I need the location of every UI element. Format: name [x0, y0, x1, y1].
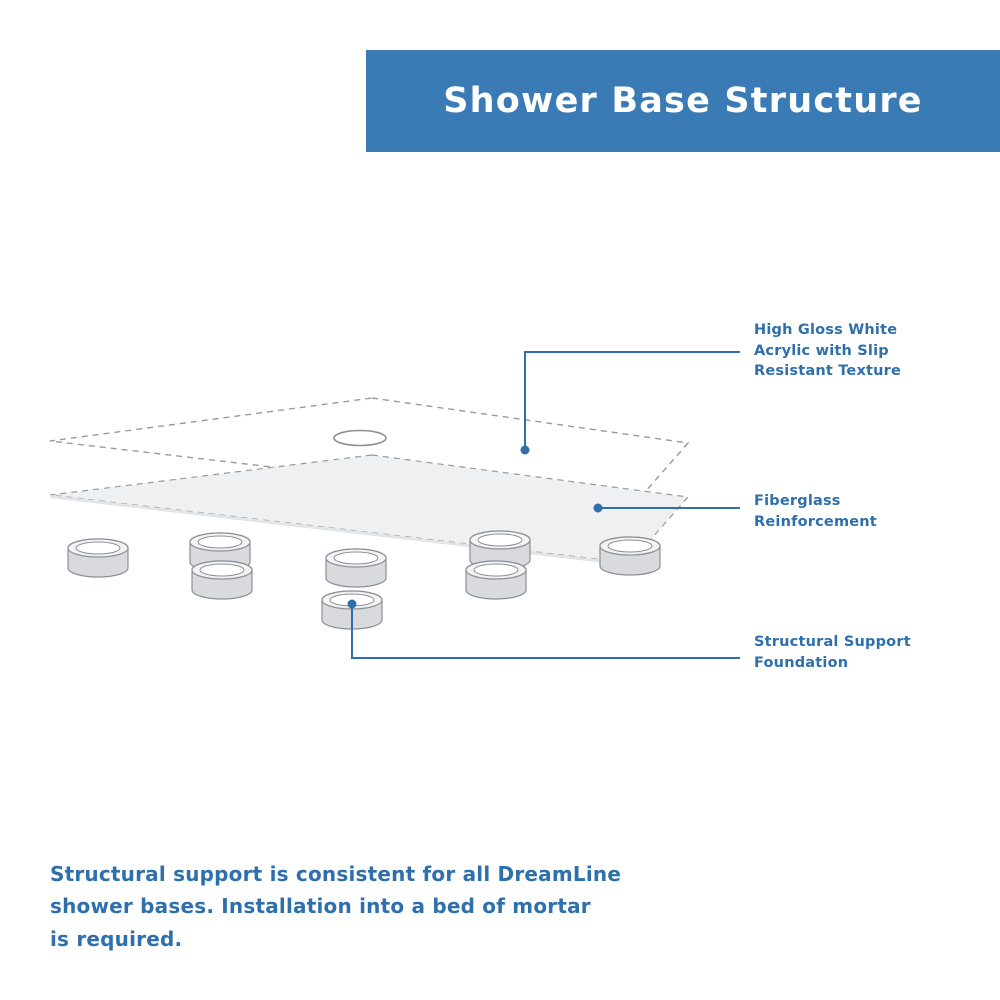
leader-dot-fiberglass [594, 504, 603, 513]
drain-opening-icon [334, 431, 386, 446]
support-ring [326, 549, 386, 587]
callout-acrylic-line-3: Resistant Texture [754, 363, 902, 380]
callout-acrylic-line-1: High Gloss White [754, 322, 898, 338]
page-title: Shower Base Structure [443, 81, 923, 121]
support-ring [192, 561, 252, 599]
leader-line-support [352, 604, 740, 658]
leader-dot-support [348, 600, 357, 609]
callout-support [754, 632, 964, 673]
footer-note-line-1: Structural support is consistent for all DreamLine [50, 862, 622, 886]
callout-fiberglass [754, 491, 954, 532]
leader-dot-acrylic [521, 446, 530, 455]
callout-support-line-1: Structural Support [754, 634, 911, 650]
callout-acrylic-line-2: Acrylic with Slip [754, 342, 889, 359]
support-ring [68, 539, 128, 577]
support-ring [466, 561, 526, 599]
footer-note-line-2: shower bases. Installation into a bed of mortar [50, 894, 591, 919]
callout-acrylic [754, 320, 954, 382]
callout-fiberglass-line-1: Fiberglass [754, 493, 841, 509]
callout-support-line-2: Foundation [754, 654, 849, 671]
leader-line-acrylic [525, 352, 740, 450]
footer-note-line-3: is required. [50, 926, 183, 951]
callout-fiberglass-line-2: Reinforcement [754, 513, 877, 530]
support-ring [600, 537, 660, 575]
footer-note [50, 858, 690, 955]
